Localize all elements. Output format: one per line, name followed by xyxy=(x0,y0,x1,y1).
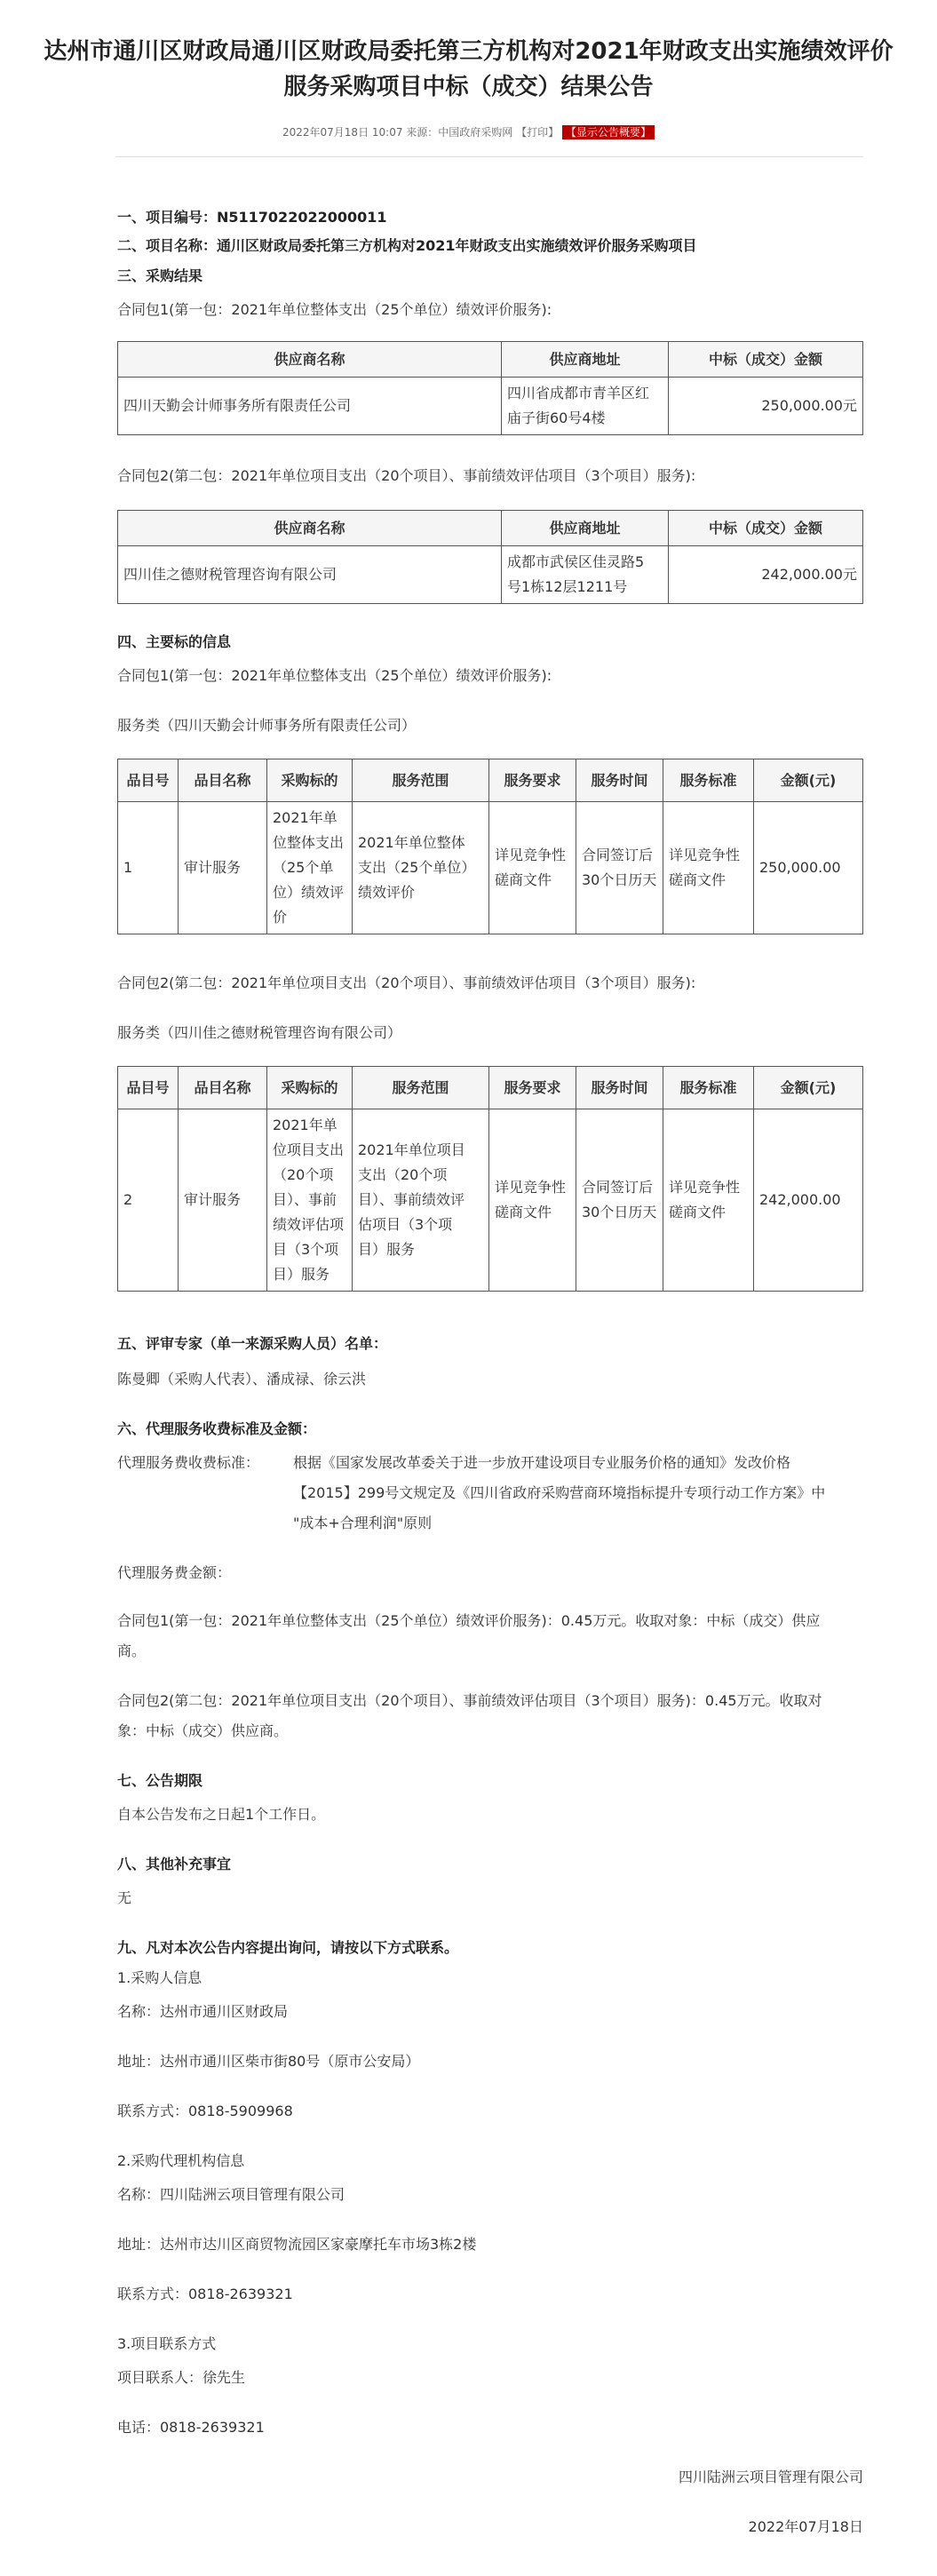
section-results: 三、采购结果 xyxy=(117,267,203,284)
purchaser-name: 名称：达州市通川区财政局 xyxy=(117,2003,289,2020)
item-scope: 2021年单位项目 支出（20个项 目）、事前绩效评 估项目（3个项 目）服务 xyxy=(353,1109,489,1292)
item-time: 合同签订后 30个日历天 xyxy=(576,1109,663,1292)
fee-standard-text-3: "成本+合理利润"原则 xyxy=(293,1515,433,1531)
page-title xyxy=(18,34,919,105)
meta-bar xyxy=(0,124,937,139)
col-item-no: 品目号 xyxy=(118,1067,179,1109)
item-table-1 xyxy=(117,759,863,934)
section-other: 八、其他补充事宜 xyxy=(117,1856,232,1872)
fee-package-2-line-2: 象：中标（成交）供应商。 xyxy=(117,1722,289,1739)
award-amount: 250,000.00元 xyxy=(669,378,863,435)
item-no: 1 xyxy=(118,802,179,934)
show-summary-button[interactable]: 【显示公告概要】 xyxy=(562,125,655,139)
project-contact-person: 项目联系人：徐先生 xyxy=(117,2369,246,2386)
item-time: 合同签订后 30个日历天 xyxy=(576,802,663,934)
signature-date: 2022年07月18日 xyxy=(748,2518,863,2535)
col-supplier-address: 供应商地址 xyxy=(502,342,669,378)
col-time: 服务时间 xyxy=(576,1067,663,1109)
col-supplier-name: 供应商名称 xyxy=(118,511,502,546)
fee-amount-label: 代理服务费金额： xyxy=(117,1564,232,1581)
fee-standard-text-1: 根据《国家发展改革委关于进一步放开建设项目专业服务价格的通知》发改价格 xyxy=(293,1454,791,1471)
title-line-1: 达州市通川区财政局通川区财政局委托第三方机构对2021年财政支出实施绩效评价 xyxy=(44,38,893,65)
agency-name: 名称：四川陆洲云项目管理有限公司 xyxy=(117,2186,345,2203)
section-period: 七、公告期限 xyxy=(117,1772,203,1789)
section-experts: 五、评审专家（单一来源采购人员）名单： xyxy=(117,1335,388,1352)
col-supplier-address: 供应商地址 xyxy=(502,511,669,546)
fee-package-1-line-1: 合同包1(第一包：2021年单位整体支出（25个单位）绩效评价服务)：0.45万元。收取对象：中标（成交）供应 xyxy=(117,1612,821,1629)
col-scope: 服务范围 xyxy=(353,1067,489,1109)
table-row xyxy=(118,546,863,604)
section-fees: 六、代理服务收费标准及金额： xyxy=(117,1420,317,1437)
fee-package-1-line-2: 商。 xyxy=(117,1642,147,1659)
col-time: 服务时间 xyxy=(576,759,663,802)
item-name: 审计服务 xyxy=(179,1109,267,1292)
item-standard: 详见竞争性 磋商文件 xyxy=(663,802,754,934)
col-standard: 服务标准 xyxy=(663,759,754,802)
table-row xyxy=(118,378,863,435)
agency-title: 2.采购代理机构信息 xyxy=(117,2152,245,2169)
section-contact: 九、凡对本次公告内容提出询问，请按以下方式联系。 xyxy=(117,1939,459,1956)
item-standard: 详见竞争性 磋商文件 xyxy=(663,1109,754,1292)
result-table-1 xyxy=(117,341,863,435)
col-amount: 中标（成交）金额 xyxy=(669,342,863,378)
item-target: 2021年单 位整体支出 （25个单 位）绩效评 价 xyxy=(267,802,353,934)
col-standard: 服务标准 xyxy=(663,1067,754,1109)
col-amount: 金额(元) xyxy=(754,1067,863,1109)
project-contact-title: 3.项目联系方式 xyxy=(117,2335,217,2352)
col-scope: 服务范围 xyxy=(353,759,489,802)
package-2-label: 合同包2(第二包：2021年单位项目支出（20个项目）、事前绩效评估项目（3个项目）服务): xyxy=(117,974,696,991)
purchaser-phone: 联系方式：0818-5909968 xyxy=(117,2103,293,2119)
signature-org: 四川陆洲云项目管理有限公司 xyxy=(678,2469,863,2485)
item-target: 2021年单 位项目支出 （20个项 目）、事前 绩效评估项 目（3个项 目）服务 xyxy=(267,1109,353,1292)
period-text: 自本公告发布之日起1个工作日。 xyxy=(117,1806,326,1823)
item-amount: 242,000.00 xyxy=(754,1109,863,1292)
item-no: 2 xyxy=(118,1109,179,1292)
section-main-items: 四、主要标的信息 xyxy=(117,633,232,650)
package-1-label: 合同包1(第一包：2021年单位整体支出（25个单位）绩效评价服务): xyxy=(117,667,552,684)
table-row xyxy=(118,802,863,934)
table-row xyxy=(118,1109,863,1292)
award-amount: 242,000.00元 xyxy=(669,546,863,604)
service-type-1: 服务类（四川天勤会计师事务所有限责任公司） xyxy=(117,717,417,734)
purchaser-title: 1.采购人信息 xyxy=(117,1969,202,1986)
divider xyxy=(115,156,863,157)
title-line-2: 服务采购项目中标（成交）结果公告 xyxy=(283,74,654,100)
col-amount: 中标（成交）金额 xyxy=(669,511,863,546)
source: 来源：中国政府采购网 xyxy=(406,126,513,139)
col-item-no: 品目号 xyxy=(118,759,179,802)
fee-standard-text-2: 【2015】299号文规定及《四川省政府采购营商环境指标提升专项行动工作方案》中 xyxy=(293,1484,826,1501)
other-text: 无 xyxy=(117,1889,132,1906)
print-link[interactable]: 【打印】 xyxy=(516,126,560,139)
item-name: 审计服务 xyxy=(179,802,267,934)
col-item-name: 品目名称 xyxy=(179,1067,267,1109)
supplier-name: 四川天勤会计师事务所有限责任公司 xyxy=(118,378,502,435)
item-requirement: 详见竞争性 磋商文件 xyxy=(489,1109,576,1292)
col-requirement: 服务要求 xyxy=(489,759,576,802)
publish-date: 2022年07月18日 10:07 xyxy=(282,126,403,139)
item-requirement: 详见竞争性 磋商文件 xyxy=(489,802,576,934)
experts-list: 陈曼卿（采购人代表）、潘成禄、徐云洪 xyxy=(117,1371,367,1387)
col-item-name: 品目名称 xyxy=(179,759,267,802)
col-requirement: 服务要求 xyxy=(489,1067,576,1109)
purchaser-address: 地址：达州市通川区柴市街80号（原市公安局） xyxy=(117,2053,420,2070)
col-target: 采购标的 xyxy=(267,759,353,802)
fee-standard-label: 代理服务费收费标准： xyxy=(117,1454,260,1471)
agency-phone: 联系方式：0818-2639321 xyxy=(117,2286,293,2302)
supplier-address: 成都市武侯区佳灵路5 号1栋12层1211号 xyxy=(502,546,669,604)
col-target: 采购标的 xyxy=(267,1067,353,1109)
col-supplier-name: 供应商名称 xyxy=(118,342,502,378)
agency-address: 地址：达州市达川区商贸物流园区家豪摩托车市场3栋2楼 xyxy=(117,2236,477,2253)
item-scope: 2021年单位整体 支出（25个单位） 绩效评价 xyxy=(353,802,489,934)
item-table-2 xyxy=(117,1066,863,1292)
service-type-2: 服务类（四川佳之德财税管理咨询有限公司） xyxy=(117,1024,402,1041)
fee-package-2-line-1: 合同包2(第二包：2021年单位项目支出（20个项目）、事前绩效评估项目（3个项目）服务)：0.45万元。收取对 xyxy=(117,1692,822,1709)
col-amount: 金额(元) xyxy=(754,759,863,802)
item-amount: 250,000.00 xyxy=(754,802,863,934)
package-2-label: 合同包2(第二包：2021年单位项目支出（20个项目）、事前绩效评估项目（3个项目）服务): xyxy=(117,467,696,484)
section-project-number: 一、项目编号：N5117022022000011 xyxy=(117,209,387,226)
section-project-name: 二、项目名称：通川区财政局委托第三方机构对2021年财政支出实施绩效评价服务采购项目 xyxy=(117,237,697,254)
supplier-address: 四川省成都市青羊区红 庙子街60号4楼 xyxy=(502,378,669,435)
package-1-label: 合同包1(第一包：2021年单位整体支出（25个单位）绩效评价服务): xyxy=(117,301,552,318)
result-table-2 xyxy=(117,510,863,604)
supplier-name: 四川佳之德财税管理咨询有限公司 xyxy=(118,546,502,604)
project-contact-phone: 电话：0818-2639321 xyxy=(117,2419,265,2436)
